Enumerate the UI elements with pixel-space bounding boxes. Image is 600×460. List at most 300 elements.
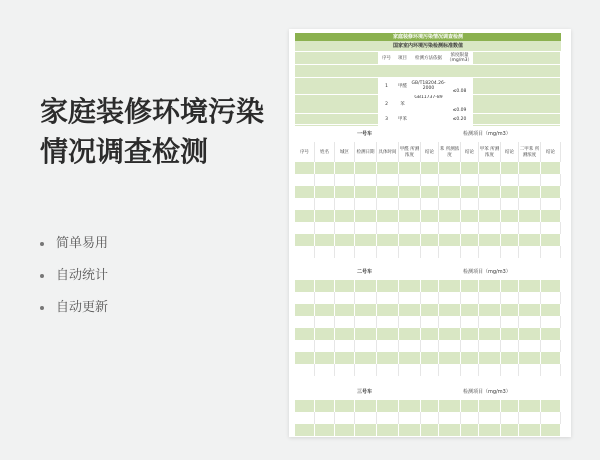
table-row (295, 246, 561, 258)
table-cell (479, 412, 501, 424)
table-cell (501, 198, 519, 210)
table-cell (421, 424, 439, 436)
table-cell (421, 246, 439, 258)
table-row (295, 400, 561, 412)
standard-table (295, 52, 561, 136)
table-row (295, 174, 561, 186)
table-cell (439, 328, 461, 340)
table-cell (399, 186, 421, 198)
row-method: GB11737-89 (411, 95, 447, 113)
table-cell (421, 400, 439, 412)
table-cell (519, 400, 541, 412)
table-cell (461, 364, 479, 376)
table-cell (315, 186, 335, 198)
table-cell (355, 304, 377, 316)
table-cell (355, 424, 377, 436)
table-cell (541, 328, 561, 340)
table-cell (519, 198, 541, 210)
table-cell (439, 210, 461, 222)
table-cell (335, 186, 355, 198)
table-cell (479, 328, 501, 340)
table-cell (421, 352, 439, 364)
table-cell (335, 340, 355, 352)
table-cell (399, 364, 421, 376)
table-cell (479, 304, 501, 316)
row-no: 3 (379, 114, 395, 124)
table-cell (479, 162, 501, 174)
spreadsheet-preview (289, 29, 571, 437)
table-row (295, 210, 561, 222)
table-cell (377, 234, 399, 246)
table-cell (479, 174, 501, 186)
table-cell (295, 162, 315, 174)
row-limit: ≤0.08 (447, 78, 473, 94)
table-cell (421, 222, 439, 234)
table-cell (501, 222, 519, 234)
table-cell (501, 340, 519, 352)
section-name: 一号车 (357, 131, 373, 137)
header-method: 检测方法依据 (411, 52, 447, 64)
table-cell (355, 364, 377, 376)
row-limit: ≤0.20 (447, 114, 473, 124)
table-cell (399, 400, 421, 412)
table-cell (377, 162, 399, 174)
table-cell (519, 424, 541, 436)
table-cell (541, 280, 561, 292)
table-cell (399, 328, 421, 340)
table-cell (355, 328, 377, 340)
table-cell (541, 304, 561, 316)
table-cell (295, 328, 315, 340)
table-cell (421, 198, 439, 210)
table-cell (461, 162, 479, 174)
table-cell (501, 210, 519, 222)
table-cell (315, 364, 335, 376)
table-cell (421, 162, 439, 174)
table-cell (479, 186, 501, 198)
table-cell (541, 316, 561, 328)
table-cell (541, 222, 561, 234)
table-cell (295, 210, 315, 222)
table-cell (461, 234, 479, 246)
standard-title: 国家室内环境污染检测标准数值 (295, 41, 561, 51)
bullet-icon (40, 242, 44, 246)
table-cell (479, 424, 501, 436)
table-cell (519, 186, 541, 198)
table-cell (295, 174, 315, 186)
table-cell (399, 424, 421, 436)
table-cell (541, 186, 561, 198)
table-cell (479, 352, 501, 364)
table-cell (295, 234, 315, 246)
table-cell (355, 352, 377, 364)
table-cell (439, 352, 461, 364)
table-row (295, 412, 561, 424)
table-cell (439, 174, 461, 186)
table-cell (439, 280, 461, 292)
table-cell (377, 280, 399, 292)
table-cell (461, 198, 479, 210)
table-cell (355, 222, 377, 234)
table-cell (335, 198, 355, 210)
standard-row (295, 78, 561, 95)
table-cell (355, 316, 377, 328)
table-cell (315, 400, 335, 412)
header-item: 项目 (395, 52, 411, 64)
table-cell (377, 328, 399, 340)
table-cell (399, 352, 421, 364)
table-cell (519, 352, 541, 364)
table-cell (295, 424, 315, 436)
table-cell (355, 174, 377, 186)
table-cell (501, 316, 519, 328)
table-cell (421, 316, 439, 328)
table-cell (541, 198, 561, 210)
table-cell (399, 234, 421, 246)
table-cell (377, 292, 399, 304)
table-row (295, 352, 561, 364)
table-cell (377, 246, 399, 258)
table-cell (519, 246, 541, 258)
table-cell (421, 292, 439, 304)
table-cell (519, 174, 541, 186)
table-cell (377, 316, 399, 328)
feature-item (40, 268, 240, 300)
table-cell (421, 340, 439, 352)
section-name: 三号车 (357, 389, 373, 395)
section-bar-3 (295, 384, 561, 400)
table-cell (377, 174, 399, 186)
table-cell (461, 280, 479, 292)
data-header-row (295, 142, 561, 162)
table-cell (399, 292, 421, 304)
table-row (295, 234, 561, 246)
table-cell (315, 340, 335, 352)
table-cell (519, 364, 541, 376)
table-cell (335, 246, 355, 258)
table-cell (479, 198, 501, 210)
table-cell (355, 234, 377, 246)
table-cell (541, 340, 561, 352)
table-cell (355, 292, 377, 304)
table-cell (295, 364, 315, 376)
table-cell (315, 328, 335, 340)
table-cell (315, 246, 335, 258)
table-cell (479, 340, 501, 352)
table-cell (541, 162, 561, 174)
table-cell (501, 352, 519, 364)
table-cell (377, 340, 399, 352)
table-cell (335, 400, 355, 412)
table-cell (461, 352, 479, 364)
table-cell (519, 304, 541, 316)
table-cell (461, 210, 479, 222)
feature-label: 自动统计 (56, 268, 109, 283)
table-cell (335, 412, 355, 424)
table-cell (315, 234, 335, 246)
table-cell (399, 304, 421, 316)
table-cell (377, 186, 399, 198)
table-cell (541, 210, 561, 222)
feature-list (40, 236, 240, 332)
table-cell (479, 222, 501, 234)
table-cell (479, 316, 501, 328)
table-cell (399, 340, 421, 352)
table-cell (479, 246, 501, 258)
section-project-label: 检测项目（mg/m3） (463, 389, 511, 395)
table-cell (479, 400, 501, 412)
table-cell (295, 292, 315, 304)
table-cell (501, 328, 519, 340)
table-cell (295, 246, 315, 258)
table-cell (377, 210, 399, 222)
table-cell (421, 412, 439, 424)
table-cell (377, 412, 399, 424)
table-cell (377, 400, 399, 412)
table-cell (315, 174, 335, 186)
table-cell (541, 364, 561, 376)
table-cell (355, 186, 377, 198)
table-cell (501, 364, 519, 376)
table-cell (501, 412, 519, 424)
table-cell (439, 162, 461, 174)
table-cell (315, 316, 335, 328)
table-cell (461, 304, 479, 316)
table-cell (355, 246, 377, 258)
table-cell (377, 352, 399, 364)
row-limit: ≤0.09 (447, 95, 473, 113)
table-cell (461, 316, 479, 328)
col-result: 结论 (501, 142, 519, 162)
table-cell (335, 328, 355, 340)
table-cell (421, 186, 439, 198)
table-cell (295, 412, 315, 424)
table-cell (439, 234, 461, 246)
row-item: 甲醛 (395, 78, 411, 94)
table-cell (335, 304, 355, 316)
row-no: 2 (379, 95, 395, 113)
table-cell (519, 412, 541, 424)
table-cell (421, 280, 439, 292)
table-cell (501, 234, 519, 246)
table-cell (377, 424, 399, 436)
table-cell (479, 292, 501, 304)
table-cell (501, 186, 519, 198)
table-cell (315, 292, 335, 304)
col-name: 姓名 (315, 142, 335, 162)
table-cell (399, 198, 421, 210)
standard-row (295, 114, 561, 125)
col-xylene: 二甲苯 所测浓度 (519, 142, 541, 162)
table-cell (335, 234, 355, 246)
section-bar-2 (295, 264, 561, 280)
table-cell (501, 400, 519, 412)
row-item: 苯 (395, 95, 411, 113)
table-cell (461, 400, 479, 412)
table-cell (335, 424, 355, 436)
table-cell (519, 292, 541, 304)
table-cell (541, 412, 561, 424)
table-cell (421, 210, 439, 222)
standard-header-row (295, 52, 561, 65)
col-district: 城区 (335, 142, 355, 162)
table-cell (315, 162, 335, 174)
table-cell (439, 246, 461, 258)
table-cell (355, 412, 377, 424)
table-cell (399, 412, 421, 424)
table-cell (541, 292, 561, 304)
table-cell (439, 424, 461, 436)
table-cell (501, 280, 519, 292)
table-row (295, 340, 561, 352)
table-cell (315, 304, 335, 316)
table-row (295, 198, 561, 210)
table-cell (315, 424, 335, 436)
table-cell (501, 424, 519, 436)
table-cell (315, 222, 335, 234)
table-cell (519, 162, 541, 174)
table-cell (421, 304, 439, 316)
table-cell (461, 186, 479, 198)
table-cell (519, 210, 541, 222)
col-result: 结论 (541, 142, 561, 162)
table-cell (541, 246, 561, 258)
table-row (295, 304, 561, 316)
table-row (295, 328, 561, 340)
table-cell (335, 162, 355, 174)
col-date: 检测日期 (355, 142, 377, 162)
table-cell (439, 186, 461, 198)
section-name: 二号车 (357, 269, 373, 275)
table-cell (377, 222, 399, 234)
table-cell (421, 174, 439, 186)
table-cell (399, 162, 421, 174)
table-cell (519, 234, 541, 246)
table-row (295, 292, 561, 304)
table-cell (335, 316, 355, 328)
table-cell (335, 222, 355, 234)
bullet-icon (40, 274, 44, 278)
table-cell (315, 210, 335, 222)
table-cell (355, 340, 377, 352)
table-cell (421, 364, 439, 376)
bullet-icon (40, 306, 44, 310)
table-cell (519, 280, 541, 292)
section-project-label: 检测项目（mg/m3） (463, 269, 511, 275)
table-cell (439, 304, 461, 316)
table-cell (295, 280, 315, 292)
table-cell (461, 174, 479, 186)
table-cell (355, 280, 377, 292)
table-cell (399, 210, 421, 222)
table-row (295, 364, 561, 376)
table-cell (335, 364, 355, 376)
table-cell (461, 246, 479, 258)
table-cell (377, 198, 399, 210)
table-cell (377, 304, 399, 316)
table-cell (295, 400, 315, 412)
table-cell (461, 292, 479, 304)
table-cell (355, 198, 377, 210)
table-cell (541, 400, 561, 412)
table-cell (479, 210, 501, 222)
table-cell (439, 316, 461, 328)
feature-item (40, 300, 240, 332)
table-cell (315, 352, 335, 364)
table-cell (295, 198, 315, 210)
table-row (295, 424, 561, 436)
table-cell (439, 222, 461, 234)
col-result: 结论 (461, 142, 479, 162)
table-cell (355, 210, 377, 222)
table-cell (439, 292, 461, 304)
table-cell (479, 280, 501, 292)
header-limit: 浓度限量（mg/m3） (447, 53, 473, 63)
table-cell (295, 352, 315, 364)
data-rows-3 (295, 400, 561, 436)
table-cell (335, 280, 355, 292)
table-cell (501, 162, 519, 174)
col-toluene: 甲苯 所测浓度 (479, 142, 501, 162)
table-cell (295, 316, 315, 328)
table-cell (519, 222, 541, 234)
table-cell (421, 328, 439, 340)
row-no: 1 (379, 78, 395, 94)
table-cell (355, 400, 377, 412)
table-cell (377, 364, 399, 376)
section-project-label: 检测项目（mg/m3） (463, 131, 511, 137)
table-cell (335, 174, 355, 186)
table-row (295, 222, 561, 234)
table-cell (335, 352, 355, 364)
table-cell (501, 304, 519, 316)
table-cell (421, 234, 439, 246)
table-cell (399, 316, 421, 328)
data-rows-2 (295, 280, 561, 376)
table-cell (295, 222, 315, 234)
col-formaldehyde: 甲醛 所测浓度 (399, 142, 421, 162)
col-result: 结论 (421, 142, 439, 162)
table-cell (335, 210, 355, 222)
table-cell (519, 340, 541, 352)
table-cell (355, 162, 377, 174)
table-cell (461, 412, 479, 424)
table-cell (399, 222, 421, 234)
header-no: 序号 (379, 52, 395, 64)
standard-row (295, 95, 561, 114)
feature-label: 自动更新 (56, 300, 109, 315)
table-cell (399, 280, 421, 292)
table-cell (501, 292, 519, 304)
table-cell (399, 246, 421, 258)
table-cell (335, 292, 355, 304)
table-cell (315, 412, 335, 424)
table-cell (439, 198, 461, 210)
table-cell (501, 246, 519, 258)
table-cell (541, 352, 561, 364)
table-row (295, 186, 561, 198)
table-cell (399, 174, 421, 186)
table-cell (461, 340, 479, 352)
table-cell (439, 340, 461, 352)
col-time: 具体时间 (377, 142, 399, 162)
row-item: 甲苯 (395, 114, 411, 124)
table-cell (541, 174, 561, 186)
table-cell (519, 316, 541, 328)
table-cell (541, 424, 561, 436)
table-cell (295, 304, 315, 316)
table-cell (439, 412, 461, 424)
